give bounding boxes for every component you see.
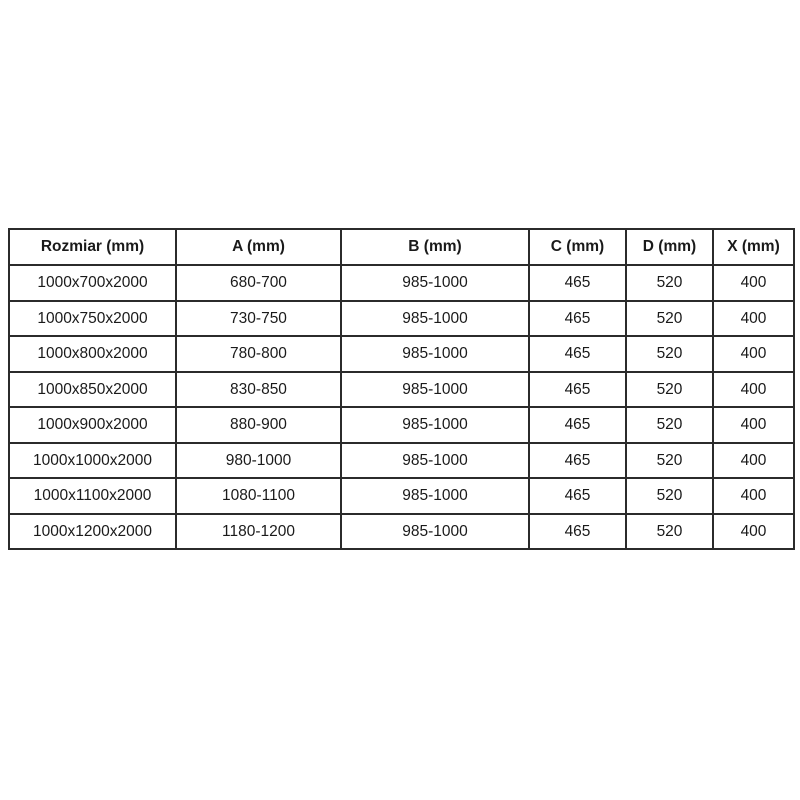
cell-b: 985-1000: [341, 478, 529, 514]
cell-d: 520: [626, 514, 713, 550]
cell-x: 400: [713, 478, 794, 514]
cell-d: 520: [626, 443, 713, 479]
size-spec-table: [8, 228, 795, 550]
cell-a: 830-850: [176, 372, 341, 408]
cell-rozmiar: 1000x900x2000: [9, 407, 176, 443]
cell-c: 465: [529, 336, 626, 372]
cell-x: 400: [713, 514, 794, 550]
cell-a: 730-750: [176, 301, 341, 337]
cell-d: 520: [626, 372, 713, 408]
header-row: [9, 229, 794, 265]
cell-rozmiar: 1000x800x2000: [9, 336, 176, 372]
cell-d: 520: [626, 478, 713, 514]
cell-a: 880-900: [176, 407, 341, 443]
cell-rozmiar: 1000x1000x2000: [9, 443, 176, 479]
cell-c: 465: [529, 407, 626, 443]
cell-x: 400: [713, 372, 794, 408]
table-row: [9, 301, 794, 337]
cell-rozmiar: 1000x700x2000: [9, 265, 176, 301]
cell-x: 400: [713, 265, 794, 301]
cell-b: 985-1000: [341, 514, 529, 550]
cell-a: 680-700: [176, 265, 341, 301]
header-cell-c: C (mm): [529, 229, 626, 265]
cell-a: 1080-1100: [176, 478, 341, 514]
header-cell-d: D (mm): [626, 229, 713, 265]
cell-rozmiar: 1000x1100x2000: [9, 478, 176, 514]
header-cell-b: B (mm): [341, 229, 529, 265]
cell-d: 520: [626, 301, 713, 337]
table-row: [9, 372, 794, 408]
cell-c: 465: [529, 265, 626, 301]
cell-d: 520: [626, 407, 713, 443]
header-cell-rozmiar: Rozmiar (mm): [9, 229, 176, 265]
table-row: [9, 514, 794, 550]
cell-c: 465: [529, 478, 626, 514]
cell-a: 1180-1200: [176, 514, 341, 550]
cell-rozmiar: 1000x750x2000: [9, 301, 176, 337]
cell-c: 465: [529, 514, 626, 550]
table-row: [9, 407, 794, 443]
header-cell-a: A (mm): [176, 229, 341, 265]
cell-c: 465: [529, 443, 626, 479]
cell-b: 985-1000: [341, 336, 529, 372]
table-row: [9, 336, 794, 372]
cell-b: 985-1000: [341, 265, 529, 301]
cell-b: 985-1000: [341, 301, 529, 337]
cell-a: 780-800: [176, 336, 341, 372]
cell-rozmiar: 1000x1200x2000: [9, 514, 176, 550]
cell-c: 465: [529, 372, 626, 408]
header-cell-x: X (mm): [713, 229, 794, 265]
cell-x: 400: [713, 443, 794, 479]
cell-x: 400: [713, 301, 794, 337]
cell-d: 520: [626, 265, 713, 301]
cell-b: 985-1000: [341, 443, 529, 479]
cell-x: 400: [713, 407, 794, 443]
cell-b: 985-1000: [341, 407, 529, 443]
cell-c: 465: [529, 301, 626, 337]
cell-d: 520: [626, 336, 713, 372]
table-row: [9, 443, 794, 479]
cell-rozmiar: 1000x850x2000: [9, 372, 176, 408]
cell-b: 985-1000: [341, 372, 529, 408]
table-row: [9, 265, 794, 301]
cell-a: 980-1000: [176, 443, 341, 479]
cell-x: 400: [713, 336, 794, 372]
table-row: [9, 478, 794, 514]
